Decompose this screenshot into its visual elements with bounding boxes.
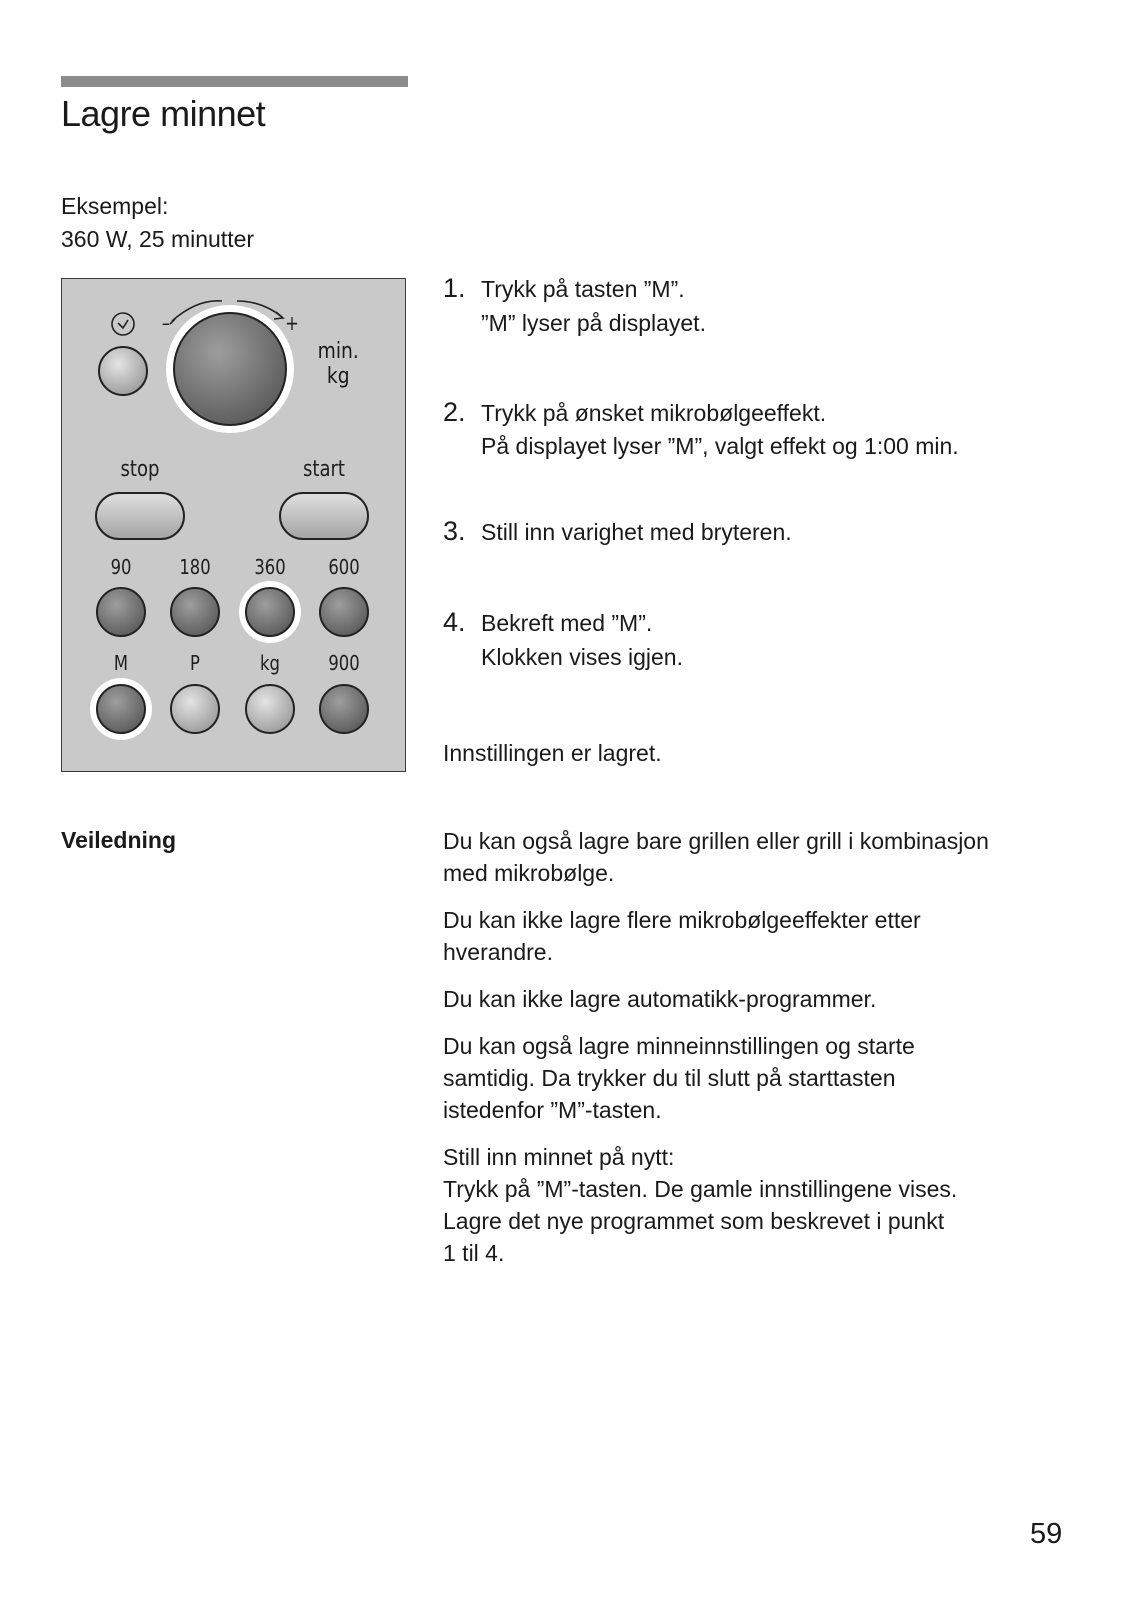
page-number: 59 bbox=[1030, 1518, 1063, 1550]
power-label-900: 900 bbox=[328, 651, 360, 675]
guidance-line: Trykk på ”M”-tasten. De gamle innstillingene vises. bbox=[443, 1176, 958, 1202]
dial-minus-label: – bbox=[161, 311, 171, 335]
stop-button[interactable] bbox=[96, 493, 184, 539]
power-button-900[interactable] bbox=[320, 685, 368, 733]
guidance-line: Du kan ikke lagre automatikk-programmer. bbox=[443, 986, 877, 1012]
step-text: ”M” lyser på displayet. bbox=[481, 310, 706, 336]
step-number: 1. bbox=[443, 273, 466, 303]
guidance-line: Lagre det nye programmet som beskrevet i punkt bbox=[443, 1208, 945, 1234]
p-button[interactable] bbox=[171, 685, 219, 733]
power-button-360[interactable] bbox=[246, 588, 294, 636]
guidance-line: Still inn minnet på nytt: bbox=[443, 1144, 675, 1170]
power-label-360: 360 bbox=[254, 555, 286, 579]
step-text: Bekreft med ”M”. bbox=[481, 610, 653, 636]
guidance-paragraph bbox=[443, 825, 1063, 889]
guidance-heading: Veiledning bbox=[61, 827, 177, 853]
stop-label: stop bbox=[120, 457, 160, 482]
example-values: 360 W, 25 minutter bbox=[61, 226, 255, 252]
timer-button[interactable] bbox=[99, 347, 147, 395]
guidance-paragraph bbox=[443, 904, 1063, 968]
guidance-line: istedenfor ”M”-tasten. bbox=[443, 1097, 662, 1123]
power-label-90: 90 bbox=[110, 555, 132, 579]
step-number: 3. bbox=[443, 516, 466, 546]
guidance-line: Du kan også lagre bare grillen eller grill i kombinasjon bbox=[443, 828, 989, 854]
dial-unit-min: min. bbox=[317, 339, 359, 364]
guidance-paragraph bbox=[443, 983, 1063, 1015]
power-button-600[interactable] bbox=[320, 588, 368, 636]
guidance-paragraph bbox=[443, 1030, 1063, 1126]
example-text bbox=[61, 190, 254, 256]
step-text: Trykk på ønsket mikrobølgeeffekt. bbox=[481, 400, 827, 426]
guidance-text bbox=[443, 825, 1063, 1284]
power-button-90[interactable] bbox=[97, 588, 145, 636]
section-bar bbox=[61, 76, 408, 87]
guidance-line: hverandre. bbox=[443, 939, 553, 965]
guidance-line: med mikrobølge. bbox=[443, 860, 615, 886]
dial-plus-label: + bbox=[285, 311, 299, 335]
step-text: På displayet lyser ”M”, valgt effekt og 1:00 min. bbox=[481, 433, 959, 459]
clock-icon bbox=[112, 313, 134, 335]
p-label: P bbox=[190, 651, 200, 675]
guidance-line: Du kan ikke lagre flere mikrobølgeeffekter etter bbox=[443, 907, 921, 933]
example-label: Eksempel: bbox=[61, 193, 169, 219]
control-panel-illustration bbox=[61, 278, 406, 772]
step-number: 4. bbox=[443, 607, 466, 637]
start-label: start bbox=[302, 457, 346, 482]
page-title: Lagre minnet bbox=[61, 93, 266, 134]
guidance-paragraph bbox=[443, 1141, 1063, 1269]
dial-unit-kg: kg bbox=[326, 364, 350, 389]
start-button[interactable] bbox=[280, 493, 368, 539]
saved-confirmation: Innstillingen er lagret. bbox=[443, 740, 662, 766]
kg-button[interactable] bbox=[246, 685, 294, 733]
guidance-line: Du kan også lagre minneinnstillingen og starte bbox=[443, 1033, 915, 1059]
step-text: Still inn varighet med bryteren. bbox=[481, 519, 792, 545]
step-text: Trykk på tasten ”M”. bbox=[481, 276, 685, 302]
rotary-dial[interactable] bbox=[174, 313, 286, 425]
power-label-600: 600 bbox=[328, 555, 360, 579]
m-label: M bbox=[113, 651, 129, 675]
power-button-180[interactable] bbox=[171, 588, 219, 636]
step-text: Klokken vises igjen. bbox=[481, 644, 683, 670]
guidance-line: samtidig. Da trykker du til slutt på starttasten bbox=[443, 1065, 896, 1091]
m-button[interactable] bbox=[97, 685, 145, 733]
dial-unit-label bbox=[318, 339, 359, 389]
power-label-180: 180 bbox=[179, 555, 211, 579]
kg-label: kg bbox=[260, 651, 280, 675]
step-number: 2. bbox=[443, 397, 466, 427]
guidance-line: 1 til 4. bbox=[443, 1240, 505, 1266]
